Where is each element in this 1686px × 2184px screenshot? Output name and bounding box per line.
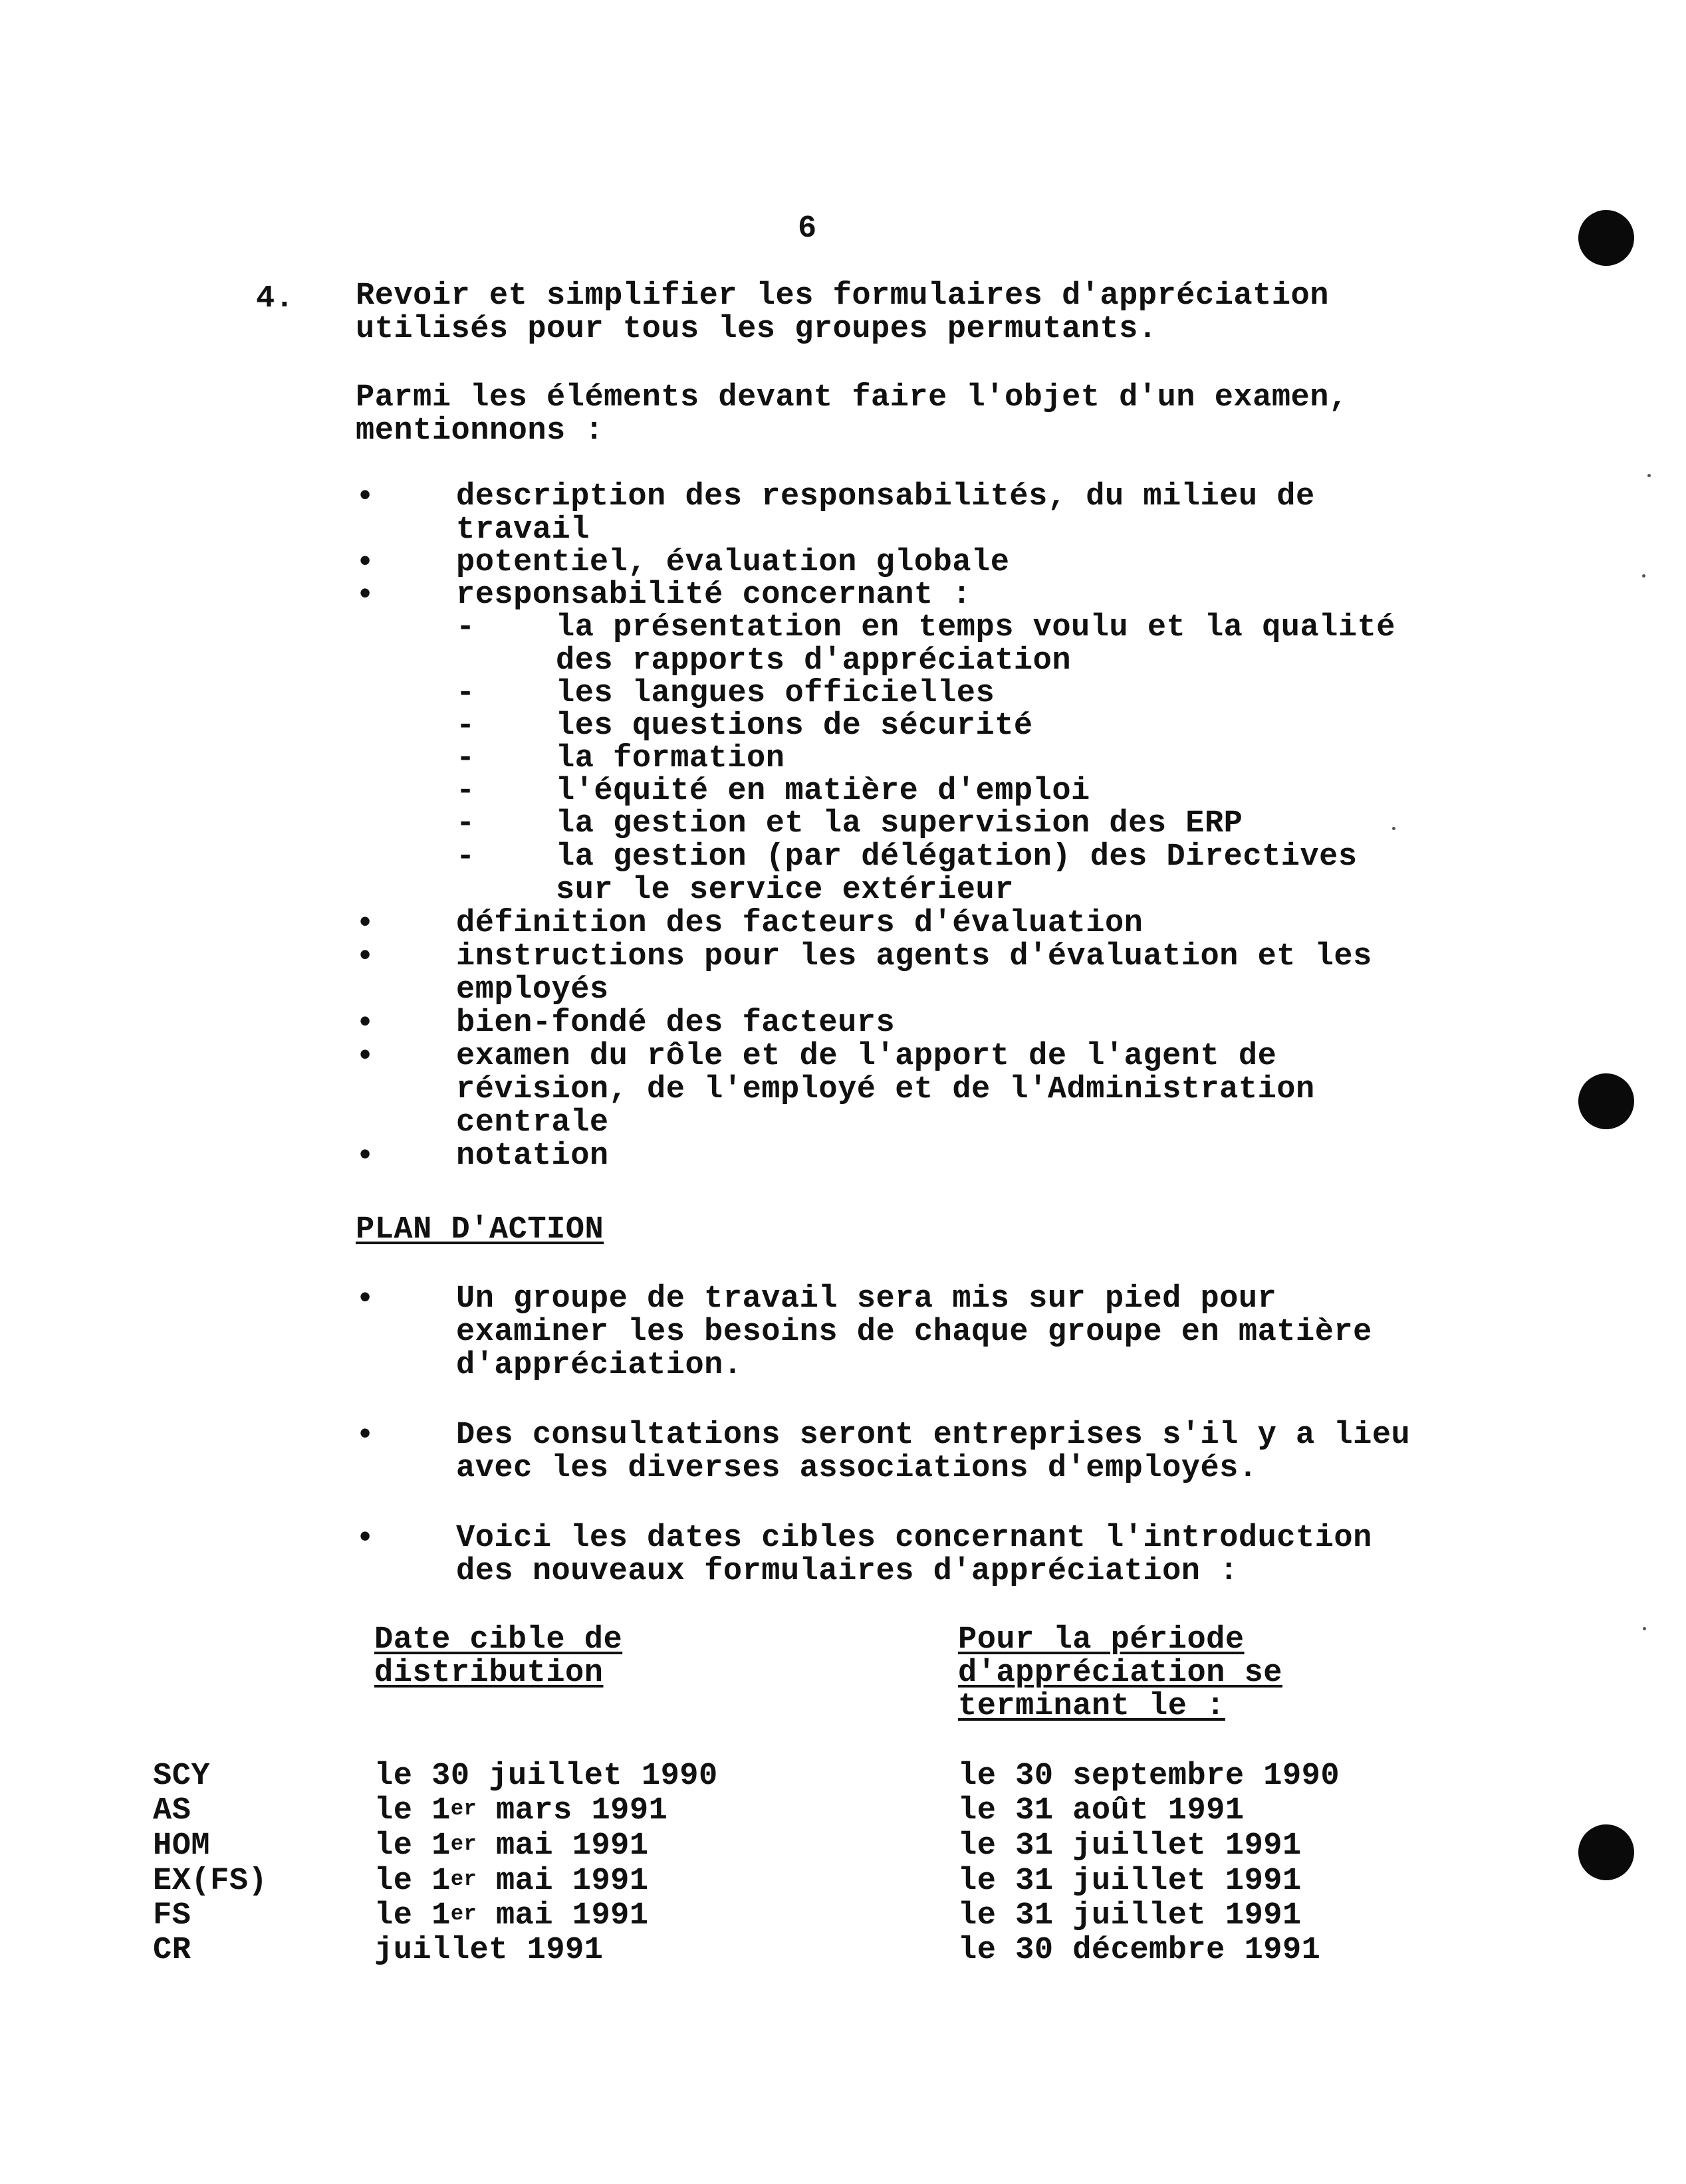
plan-item: examiner les besoins de chaque groupe en matière: [456, 1315, 1372, 1350]
list-item: notation: [456, 1139, 609, 1174]
plan-heading: PLAN D'ACTION: [356, 1212, 604, 1248]
row-distribution-date: le 1er mai 1991: [374, 1828, 649, 1864]
column-header-period: Pour la période: [958, 1622, 1245, 1658]
list-item: description des responsabilités, du milieu de: [456, 479, 1315, 514]
dash-marker: -: [456, 741, 475, 776]
column-header-period: d'appréciation se: [958, 1656, 1282, 1691]
row-distribution-date: juillet 1991: [374, 1933, 604, 1968]
row-group: AS: [153, 1793, 191, 1828]
row-group: SCY: [153, 1759, 211, 1794]
list-item: potentiel, évaluation globale: [456, 545, 1010, 580]
row-group: EX(FS): [153, 1864, 268, 1899]
scan-speck: [1647, 474, 1651, 477]
row-period-end: le 31 août 1991: [958, 1793, 1245, 1828]
sub-list-item: l'équité en matière d'emploi: [556, 774, 1090, 809]
row-period-end: le 30 décembre 1991: [958, 1933, 1321, 1968]
row-distribution-date: le 30 juillet 1990: [374, 1759, 718, 1794]
plan-item: d'appréciation.: [456, 1348, 743, 1383]
item-title-line: Revoir et simplifier les formulaires d'appréciation: [356, 278, 1329, 314]
row-period-end: le 30 septembre 1990: [958, 1759, 1340, 1794]
list-item: responsabilité concernant :: [456, 578, 972, 613]
bullet-marker: •: [356, 940, 375, 975]
dash-marker: -: [456, 839, 475, 875]
list-item: révision, de l'employé et de l'Administration: [456, 1072, 1315, 1107]
row-period-end: le 31 juillet 1991: [958, 1898, 1302, 1933]
sub-list-item: la formation: [556, 741, 785, 776]
scan-speck: [1643, 1627, 1646, 1630]
column-header-distribution: distribution: [374, 1656, 604, 1691]
scan-speck: [1642, 574, 1645, 578]
bullet-marker: •: [356, 907, 375, 942]
punch-hole-bottom: [1578, 1824, 1634, 1880]
list-item: examen du rôle et de l'apport de l'agent de: [456, 1039, 1277, 1074]
bullet-marker: •: [356, 480, 375, 515]
row-distribution-date: le 1er mai 1991: [374, 1898, 649, 1933]
bullet-marker: •: [356, 1139, 375, 1174]
sub-list-item: la gestion et la supervision des ERP: [556, 806, 1243, 841]
scan-speck: [1392, 827, 1395, 830]
punch-hole-top: [1578, 210, 1634, 266]
row-period-end: le 31 juillet 1991: [958, 1864, 1302, 1899]
sub-list-item: la présentation en temps voulu et la qualité: [556, 610, 1396, 645]
bullet-marker: •: [356, 1418, 375, 1454]
list-item: travail: [456, 512, 590, 548]
plan-item: des nouveaux formulaires d'appréciation :: [456, 1554, 1239, 1589]
plan-item: Des consultations seront entreprises s'il y a lieu: [456, 1418, 1411, 1453]
row-period-end: le 31 juillet 1991: [958, 1828, 1302, 1864]
dash-marker: -: [456, 676, 475, 711]
row-group: CR: [153, 1933, 191, 1968]
column-header-period: terminant le :: [958, 1689, 1225, 1724]
dash-marker: -: [456, 774, 475, 809]
intro-line: mentionnons :: [356, 413, 604, 449]
sub-list-item: les questions de sécurité: [556, 709, 1033, 744]
bullet-marker: •: [356, 578, 375, 613]
column-header-distribution: Date cible de: [374, 1622, 623, 1658]
sub-list-item: la gestion (par délégation) des Directives: [556, 839, 1358, 875]
sub-list-item: des rapports d'appréciation: [556, 643, 1072, 679]
row-distribution-date: le 1er mars 1991: [374, 1793, 668, 1828]
bullet-marker: •: [356, 1521, 375, 1557]
list-item: bien-fondé des facteurs: [456, 1006, 896, 1041]
item-number: 4.: [256, 281, 295, 316]
punch-hole-middle: [1578, 1073, 1634, 1129]
bullet-marker: •: [356, 546, 375, 581]
list-item: centrale: [456, 1105, 609, 1141]
row-group: HOM: [153, 1828, 211, 1864]
item-title-line: utilisés pour tous les groupes permutants.: [356, 312, 1157, 347]
row-distribution-date: le 1er mai 1991: [374, 1864, 649, 1899]
bullet-marker: •: [356, 1282, 375, 1317]
dash-marker: -: [456, 709, 475, 744]
page-number: 6: [798, 211, 817, 247]
row-group: FS: [153, 1898, 191, 1933]
plan-item: Un groupe de travail sera mis sur pied pour: [456, 1281, 1277, 1317]
bullet-marker: •: [356, 1039, 375, 1075]
plan-item: Voici les dates cibles concernant l'introduction: [456, 1521, 1372, 1556]
plan-item: avec les diverses associations d'employés.: [456, 1451, 1258, 1486]
sub-list-item: les langues officielles: [556, 676, 995, 711]
intro-line: Parmi les éléments devant faire l'objet d'un examen,: [356, 380, 1348, 415]
dash-marker: -: [456, 610, 475, 645]
sub-list-item: sur le service extérieur: [556, 873, 1014, 908]
list-item: instructions pour les agents d'évaluation et les: [456, 939, 1372, 974]
list-item: employés: [456, 972, 609, 1008]
bullet-marker: •: [356, 1006, 375, 1041]
dash-marker: -: [456, 806, 475, 841]
list-item: définition des facteurs d'évaluation: [456, 906, 1144, 941]
